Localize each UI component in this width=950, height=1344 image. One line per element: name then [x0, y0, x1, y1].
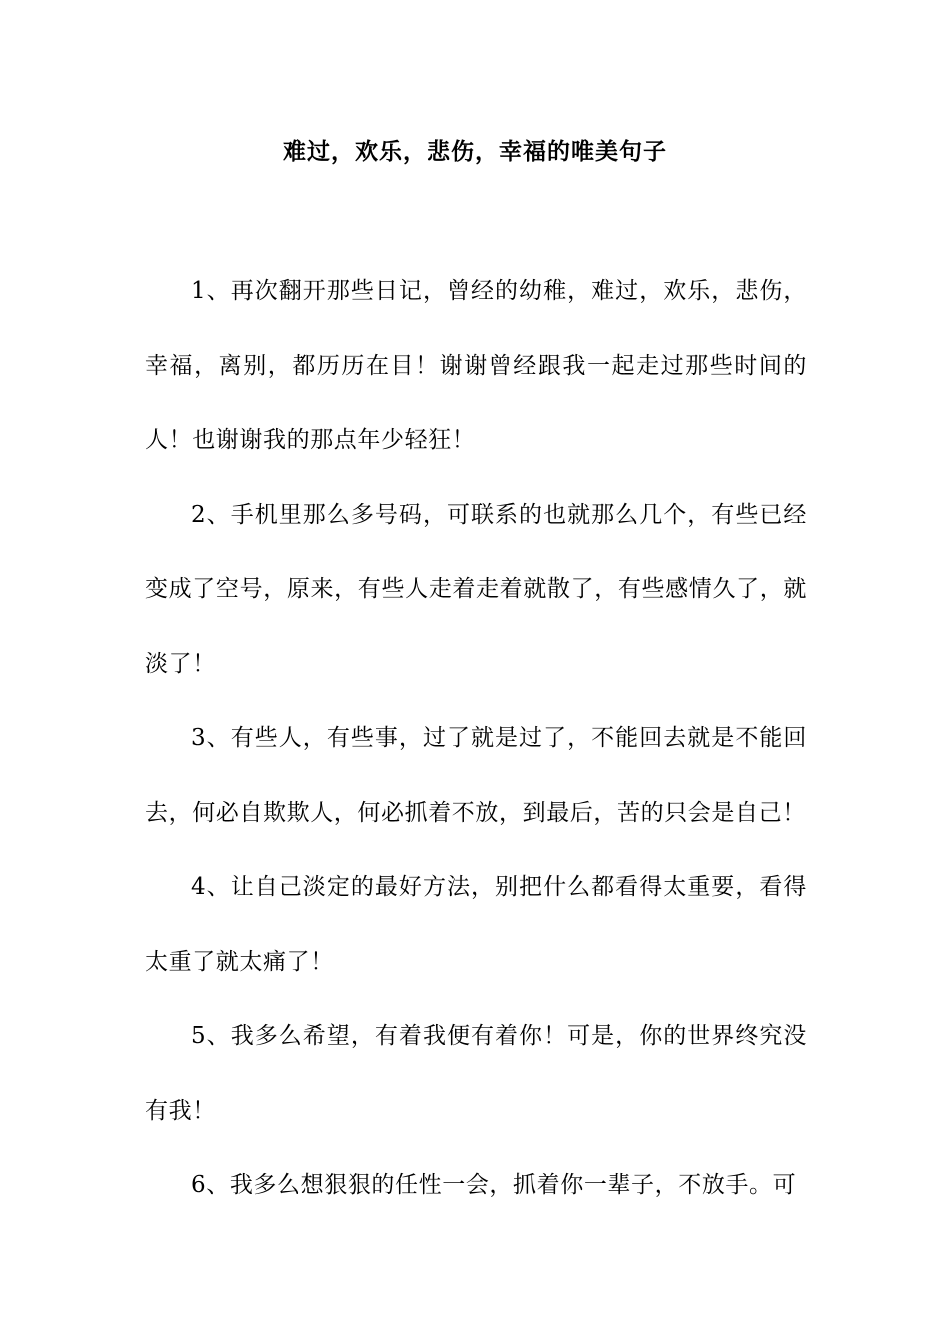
paragraph-5: 5、我多么希望，有着我便有着你！可是，你的世界终究没有我！ — [145, 1023, 807, 1124]
document-body — [145, 254, 807, 1223]
paragraph-3: 3、有些人，有些事，过了就是过了，不能回去就是不能回去，何必自欺欺人，何必抓着不放，到最后，苦的只会是自己！ — [145, 725, 807, 826]
paragraph-1: 1、再次翻开那些日记，曾经的幼稚，难过，欢乐，悲伤，幸福，离别，都历历在目！谢谢曾经跟我一起走过那些时间的人！也谢谢我的那点年少轻狂！ — [145, 278, 807, 453]
paragraph-6: 6、我多么想狠狠的任性一会，抓着你一辈子，不放手。可 — [191, 1172, 797, 1198]
paragraph-4: 4、让自己淡定的最好方法，别把什么都看得太重要，看得太重了就太痛了！ — [145, 874, 807, 975]
paragraph-2: 2、手机里那么多号码，可联系的也就那么几个，有些已经变成了空号，原来，有些人走着走着就散了，有些感情久了，就淡了！ — [145, 501, 807, 677]
document-title: 难过，欢乐，悲伤，幸福的唯美句子 — [283, 139, 667, 165]
